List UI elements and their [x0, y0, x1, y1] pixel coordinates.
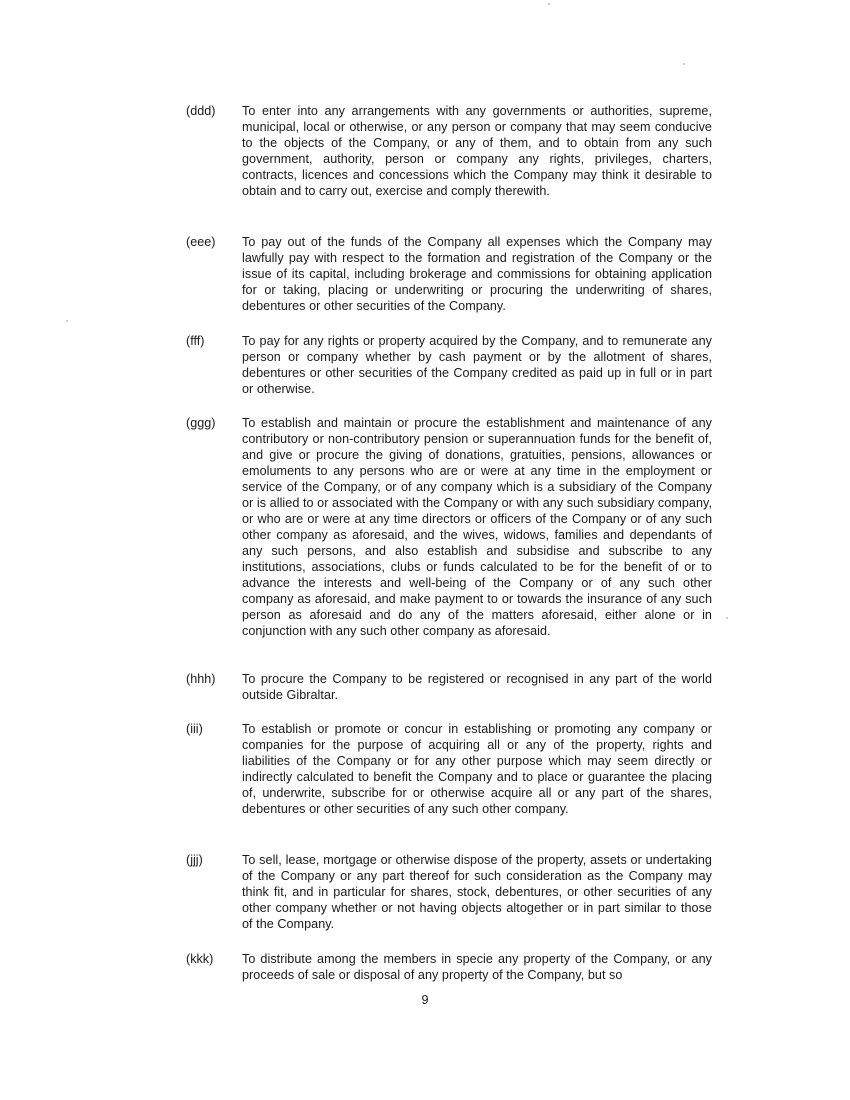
clause-text: To procure the Company to be registered or recognised in any part of the world outside Gibraltar. — [242, 672, 712, 702]
clause-label: (eee) — [186, 235, 216, 249]
clause-label: (ddd) — [186, 104, 216, 118]
clause-text: To enter into any arrangements with any governments or authorities, supreme, municipal, local or otherwise, or any person or company that may seem conducive to the objects of the Company, or any of them, and to obtain from any such government, authority, person or company any rights, privileges, charters, contracts, licences and concessions which the Company may think it desirable to obtain and to carry out, exercise and comply therewith. — [242, 104, 712, 198]
clause-label: (kkk) — [186, 952, 214, 966]
clause-text: To sell, lease, mortgage or otherwise dispose of the property, assets or undertaking of the Company or any part thereof for such consideration as the Company may think fit, and in particular for shares, stock, debentures, or other securities of any other company whether or not having objects altogether or in part similar to those of the Company. — [242, 853, 712, 931]
clause-label: (iii) — [186, 722, 203, 736]
clause-text: To pay for any rights or property acquired by the Company, and to remunerate any person or company whether by cash payment or by the allotment of shares, debentures or other securities of the Company credited as paid up in full or in part or otherwise. — [242, 334, 712, 396]
clause-iii — [186, 721, 712, 817]
scan-speck — [66, 320, 68, 322]
clause-text: To distribute among the members in specie any property of the Company, or any proceeds of sale or disposal of any property of the Company, but so — [242, 952, 712, 982]
scan-speck — [726, 617, 728, 619]
clause-fff — [186, 333, 712, 397]
clause-text: To establish or promote or concur in establishing or promoting any company or companies for the purpose of acquiring all or any of the property, rights and liabilities of the Company or for any other purpose which may seem directly or indirectly calculated to benefit the Company and to place or guarantee the placing of, underwrite, subscribe for or otherwise acquire all or any part of the shares, debentures or other securities of any such other company. — [242, 722, 712, 816]
clause-jjj — [186, 852, 712, 932]
clause-eee — [186, 234, 712, 314]
clause-label: (hhh) — [186, 672, 216, 686]
scan-speck — [683, 63, 685, 65]
clause-label: (fff) — [186, 334, 205, 348]
clause-text: To pay out of the funds of the Company all expenses which the Company may lawfully pay with respect to the formation and registration of the Company or the issue of its capital, including brokerage and commissions for obtaining application for or taking, placing or underwriting or procuring the underwriting of shares, debentures or other securities of the Company. — [242, 235, 712, 313]
clause-hhh — [186, 671, 712, 703]
clause-ggg — [186, 415, 712, 639]
scan-speck — [548, 3, 550, 5]
clause-kkk — [186, 951, 712, 983]
page-number: 9 — [421, 993, 429, 1007]
clause-label: (jjj) — [186, 853, 203, 867]
clause-label: (ggg) — [186, 416, 216, 430]
clause-ddd — [186, 103, 712, 199]
clause-text: To establish and maintain or procure the establishment and maintenance of any contributory or non-contributory pension or superannuation funds for the benefit of, and give or procure the giving of donations, gratuities, pensions, allowances or emoluments to any persons who are or were at any time in the employment or service of the Company, or of any company which is a subsidiary of the Company or is allied to or associated with the Company or with any such subsidiary company, or who are or were at any time directors or officers of the Company or of any such other company as aforesaid, and the wives, widows, families and dependants of any such persons, and also establish and subsidise and subscribe to any institutions, associations, clubs or funds calculated to be for the benefit of or to advance the interests and well-being of the Company or of any such other company as aforesaid, and make payment to or towards the insurance of any such person as aforesaid and do any of the matters aforesaid, either alone or in conjunction with any such other company as aforesaid. — [242, 416, 712, 638]
